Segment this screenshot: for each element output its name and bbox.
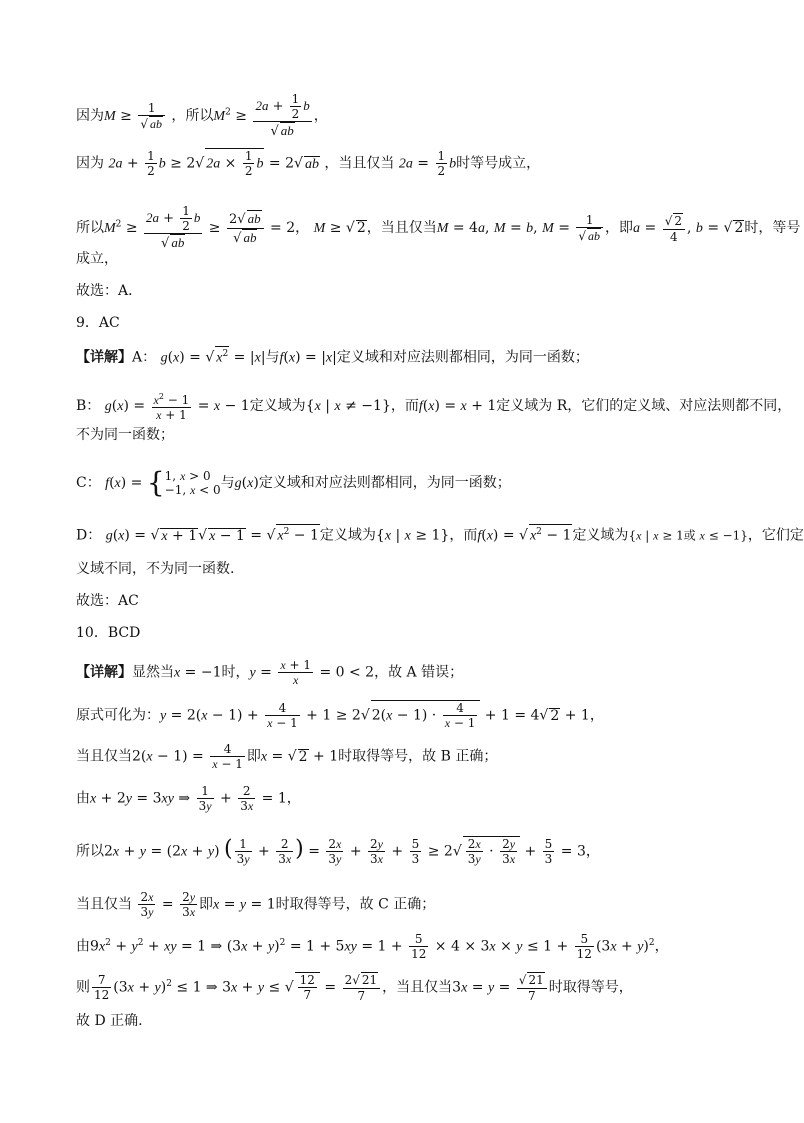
- line-12: 义域不同，不为同一函数.: [76, 561, 235, 577]
- text: 因为: [76, 108, 104, 124]
- question-number-10: 10．BCD: [76, 625, 141, 641]
- text: 与: [265, 349, 280, 366]
- fraction: $\frac{1}{√ ab}$: [138, 101, 165, 132]
- text: 定义域为: [572, 527, 629, 544]
- text: 与: [220, 475, 235, 491]
- line-8: B： g(x) = $\frac{x^2 - 1}{x + 1}$ = x − 1定义域为{x | x ≠ −1}，而f(x) = x + 1定义域为 R，它们的定义域、对应法则都不同，: [76, 392, 792, 422]
- line-20: 当且仅当 $\frac{2x}{3y}$ = $\frac{2y}{3x}$ 即x = y = 1时取得等号，故 C 正确；: [76, 890, 436, 919]
- text: ，即: [605, 220, 634, 236]
- text: ，它们定: [747, 527, 804, 544]
- text: 时等号成立，: [456, 155, 541, 172]
- detail-tag: 【详解】: [76, 349, 132, 366]
- text: ，: [654, 938, 669, 955]
- line-4: 成立，: [76, 251, 118, 267]
- line-1: 因为M ≥ $\frac{1}{√ ab}$ ，所以$M^2$ ≥ 2a + $\frac{1}{2}$ b √ ab ，: [76, 92, 328, 139]
- line-19: 所以2x + y = (2x + y) ( $\frac{1}{3y}$ + $\frac{2}{3x}$ ) = $\frac{2x}{3y}$ + $\frac{2y}{3x}$ + $\frac{5}{3}$ ≥ 2√ $\frac{2x}{3y}$ · $\frac{2y}{3x}$ + $\frac{5}{3}$ = 3，: [76, 836, 600, 866]
- question-number-9: 9．AC: [76, 315, 120, 331]
- line-2: 因为 2a + $\frac{1}{2}$ b ≥ 2√ 2a × $\frac{1}{2}$ b = 2√ ab ，当且仅当 2a = $\frac{1}{2}$ b时等号成立，: [76, 149, 541, 178]
- text: ，: [286, 790, 301, 807]
- fraction: 2a + $\frac{1}{2}$ b √ ab: [255, 92, 310, 139]
- text: A：: [132, 349, 157, 366]
- text: ，当且仅当: [366, 220, 437, 236]
- text: 则: [76, 979, 90, 996]
- text: 定义域为: [249, 398, 306, 414]
- line-16: 原式可化为：y = 2(x − 1) + $\frac{4}{x - 1}$ + 1 ≥ 2√ 2(x − 1) · $\frac{4}{x - 1}$ + 1 = 4√ 2 + 1，: [76, 701, 604, 730]
- text: 当且仅当: [76, 748, 132, 765]
- text: C：: [76, 475, 101, 491]
- line-15: 【详解】显然当x = −1时，y = $\frac{x + 1}{x}$ = 0 < 2，故 A 错误；: [76, 658, 464, 687]
- text: B：: [76, 398, 101, 414]
- line-13: 故选：AC: [76, 593, 139, 609]
- line-11: D： g(x) = √ x + 1√ x − 1 = √ $x^2 - 1$定义域为{x | x ≥ 1}，而f(x) = √ $x^2 - 1$定义域为{x | x ≥ 1或 x ≤ −1}，它们定: [76, 524, 734, 548]
- text: 定义域和对应法则都相同，为同一函数；: [336, 349, 589, 366]
- text: 所以: [76, 220, 104, 236]
- detail-tag: 【详解】: [76, 664, 132, 681]
- line-17: 当且仅当2(x − 1) = $\frac{4}{x - 1}$ 即x = √ 2 + 1时取得等号，故 B 正确；: [76, 742, 498, 771]
- text: 由: [76, 938, 90, 955]
- text: 时取得等号，: [548, 979, 633, 996]
- text: 由: [76, 790, 90, 807]
- text: 时取得等号，故 C 正确；: [275, 896, 436, 913]
- text: ，而: [449, 527, 478, 544]
- text: ，所以: [171, 108, 214, 124]
- text: 即: [199, 896, 214, 913]
- text: ，当且仅当: [382, 979, 453, 996]
- text: = 2，: [270, 220, 310, 236]
- line-3: 所以$M^2$ ≥ 2a + $\frac{1}{2}$ b √ ab ≥ $\frac{2√ ab}{√ ab}$ = 2， M ≥ √ 2，当且仅当M = 4a, M = b, M = $\frac{1}{√ ab}$ ，即a = $\frac{√ 2}{4}$ , b = √ 2时，等号: [76, 204, 801, 251]
- text: ，: [585, 843, 600, 860]
- text: 时取得等号，故 B 正确；: [338, 748, 498, 765]
- text: 时，: [221, 664, 250, 681]
- text: 所以: [76, 843, 104, 860]
- text: ，故 A 错误；: [374, 664, 464, 681]
- text: ，而: [390, 398, 419, 414]
- text: ，: [589, 707, 604, 724]
- line-9: 不为同一函数；: [76, 427, 174, 443]
- line-22: 则 $\frac{7}{12}$ $(3x + y)^2 \le 1$ ⇒ 3x + y ≤ √ $\frac{12}{7}$ = $\frac{2√ 21}{7}$ ，当且仅当3x = y = $\frac{√ 21}{7}$ 时取得等号，: [76, 973, 633, 1003]
- text: 因为: [76, 155, 104, 172]
- text: 定义域和对应法则都相同，为同一函数；: [258, 475, 511, 491]
- text: 当且仅当: [76, 896, 132, 913]
- text: ，: [313, 108, 328, 124]
- text: 即: [246, 748, 261, 765]
- text: 原式可化为：: [76, 707, 160, 724]
- line-18: 由x + 2y = 3xy ⇒ $\frac{1}{3y}$ + $\frac{2}{3x}$ = 1，: [76, 784, 301, 813]
- line-23: 故 D 正确.: [76, 1013, 143, 1029]
- line-10: C： f(x) = { 1, x > 0 −1, x < 0 与g(x)定义域和对应法则都相同，为同一函数；: [76, 466, 511, 499]
- line-21: 由$9x^2 + y^2$ + xy = 1 ⇒ $(3x + y)^2 = 1 + 5xy = 1$ + $\frac{5}{12}$ × 4 × 3x × y ≤ 1 + $\frac{5}{12}$ $(3x + y)^2$，: [76, 932, 669, 962]
- text: 定义域为 R，它们的定义域、对应法则都不同，: [496, 398, 792, 414]
- text: 定义域为: [319, 527, 376, 544]
- text: 显然当: [132, 664, 174, 681]
- text: D：: [76, 527, 102, 544]
- text: ，当且仅当: [324, 155, 395, 172]
- line-7: 【详解】A： g(x) = √ $x^2 = |x|$与f(x) = |x|定义域和对应法则都相同，为同一函数；: [76, 346, 734, 370]
- line-5: 故选：A．: [76, 283, 143, 299]
- text: 时，等号: [744, 220, 801, 236]
